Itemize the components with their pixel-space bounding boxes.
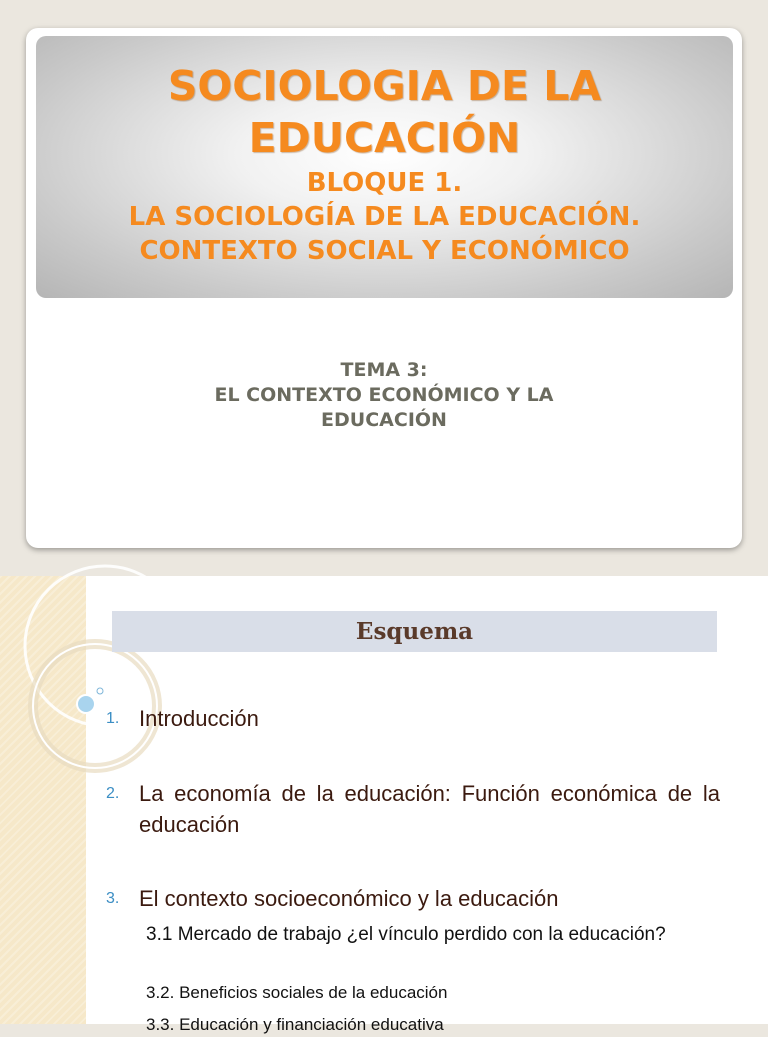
tema-line: TEMA 3: (340, 359, 428, 381)
subtitle-line: CONTEXTO SOCIAL Y ECONÓMICO (139, 236, 630, 266)
main-title (36, 60, 733, 164)
sub-list-item: 3.3. Educación y financiación educativa (146, 1015, 444, 1034)
list-text: Introducción (139, 706, 259, 731)
list-number: 3. (106, 890, 120, 907)
list-number: 1. (106, 710, 120, 727)
list-text: La economía de la educación: Función económica de la educación (139, 781, 720, 837)
title-banner (36, 36, 733, 298)
list-item (106, 778, 720, 840)
outline-slide (0, 576, 768, 1034)
list-number: 2. (106, 785, 120, 802)
subtitle (36, 166, 733, 268)
list-item (106, 703, 720, 734)
tema-line: EDUCACIÓN (321, 409, 447, 431)
tema-heading (26, 358, 742, 433)
heading-bar (112, 611, 717, 652)
subtitle-line: LA SOCIOLOGÍA DE LA EDUCACIÓN. (128, 202, 641, 232)
list-item (106, 883, 720, 914)
main-title-line: EDUCACIÓN (248, 114, 521, 162)
outline-heading: Esquema (355, 618, 474, 645)
subtitle-line: BLOQUE 1. (306, 168, 463, 198)
list-text: El contexto socioeconómico y la educación (139, 886, 559, 911)
sub-list-item: 3.1 Mercado de trabajo ¿el vínculo perdido con la educación? (146, 924, 666, 945)
main-title-line: SOCIOLOGIA DE LA (167, 62, 602, 110)
tema-line: EL CONTEXTO ECONÓMICO Y LA (214, 384, 554, 406)
sub-list-item: 3.2. Beneficios sociales de la educación (146, 983, 448, 1002)
title-slide (26, 28, 742, 548)
decorative-circles-icon (0, 576, 140, 796)
